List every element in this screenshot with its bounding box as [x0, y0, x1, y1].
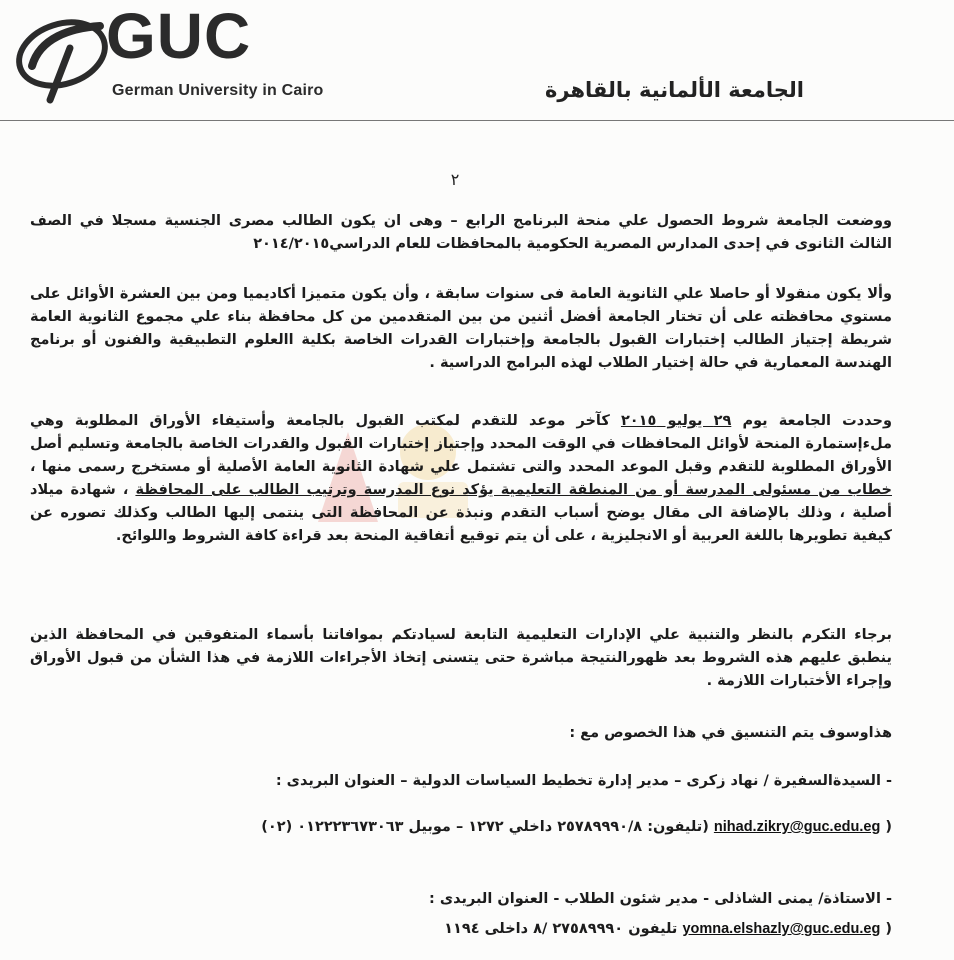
contact-1-details: ( nihad.zikry@guc.edu.eg (تليفون: ٢٥٧٨٩٩٩٠/٨ داخلي ١٢٧٢ – موبيل ٠١٢٢٢٣٦٧٣٠٦٣ (٠٢)	[261, 819, 892, 835]
page-number: ٢	[450, 170, 460, 189]
contact-2-email-link[interactable]: yomna.elshazly@guc.edu.eg	[682, 921, 881, 937]
school-letter-requirement: خطاب من مسئولى المدرسة أو من المنطقة التعليمية يؤكد نوع المدرسة وترتيب الطالب على المحافظة	[135, 482, 892, 498]
contact-2-details: ( yomna.elshazly@guc.edu.eg تليفون ٢٧٥٨٩٩٩٠ /٨ داخلى ١١٩٤	[444, 921, 892, 937]
logo-subtitle: German University in Cairo	[112, 82, 324, 99]
paragraph-academic-requirements: وألا يكون منقولا أو حاصلا علي الثانوية العامة فى سنوات سابقة ، وأن يكون متميزا أكاديميا ومن بين العشرة الأوائل على مستوي محافظته على أن تختار الجامعة أفضل أثنين من بين المتقدمين من كل محافظة بناء علي مجموع الثانوية العامة شريطة إجتياز الطالب إختبارات القبول بالجامعة وإختبارات القدرات الخاصة بكلية االعلوم التطبيقية والفنون أو برنامج الهندسة المعمارية في حالة إختيار الطلاب لهذه البرامج الدراسية .	[30, 286, 892, 371]
deadline-closing-text: ، شهادة ميلاد أصلية ، وذلك بالإضافة الى مقال يوضح أسباب التقدم ونبذة عن المحافظة التى ينتمى إليها الطالب وكذلك تصوره عن كيفية تطويرها باللغة العربية أو الانجليزية ، على أن يتم توقيع أتفاقية المنحة بعد قراءة كافة الشروط واللوائح.	[30, 482, 892, 544]
contact-1-title: - السيدةالسفيرة / نهاد زكرى – مدير إدارة تخطيط السياسات الدولية – العنوان البريدى :	[275, 773, 892, 789]
contact-1-email-link[interactable]: nihad.zikry@guc.edu.eg	[713, 819, 881, 835]
paragraph-coordination: هذاوسوف يتم التنسيق في هذا الخصوص مع :	[569, 725, 892, 741]
contact-2-title: - الاستاذة/ يمنى الشاذلى - مدير شئون الطلاب - العنوان البريدى :	[429, 891, 892, 907]
university-name-arabic: الجامعة الألمانية بالقاهرة	[544, 78, 804, 102]
guc-logo-icon	[10, 8, 110, 108]
logo-wordmark: GUC	[106, 0, 252, 72]
deadline-date: ٢٩ يوليو ٢٠١٥	[620, 413, 732, 429]
paragraph-request: برجاء التكرم بالنظر والتنبية علي الإدارات التعليمية التابعة لسيادتكم بموافاتنا بأسماء المتفوقين في المحافظة الذين ينطبق عليهم هذه الشروط بعد ظهورالنتيجة مباشرة حتى يتسنى إتخاذ الأجراءات اللازمة في هذا الشأن من قبول الأوراق وإجراء الأختبارات اللازمة .	[30, 627, 892, 689]
deadline-intro-text: وحددت الجامعة يوم	[731, 413, 892, 429]
contact-1-phone: (تليفون: ٢٥٧٨٩٩٩٠/٨ داخلي ١٢٧٢ – موبيل ٠١٢٢٢٣٦٧٣٠٦٣ (٠٢)	[261, 819, 709, 835]
header-divider	[0, 120, 954, 121]
contact-2-phone: تليفون ٢٧٥٨٩٩٩٠ /٨ داخلى ١١٩٤	[444, 921, 678, 937]
paragraph-deadline-documents	[30, 410, 892, 548]
paragraph-eligibility: ووضعت الجامعة شروط الحصول علي منحة البرنامج الرابع – وهى ان يكون الطالب مصرى الجنسية مسجلا في الصف الثالث الثانوى في إحدى المدارس المصرية الحكومية بالمحافظات للعام الدراسي٢٠١٤/٢٠١٥	[30, 213, 892, 252]
deadline-body-text: كآخر موعد للتقدم لمكتب القبول بالجامعة وأستيفاء الأوراق المطلوبة وهي ملءإستمارة المنحة لأوائل المحافظات في الوقت المحدد وإجتياز إختبارات القبول والقدرات الخاصة بالجامعة وتسليم أصل الأوراق المطلوبة للتقدم وقبل الموعد المحدد والتى تشتمل علي شهادة الثانوية العامة الأصلية أو مستخرج رسمى منها ،	[30, 413, 892, 475]
